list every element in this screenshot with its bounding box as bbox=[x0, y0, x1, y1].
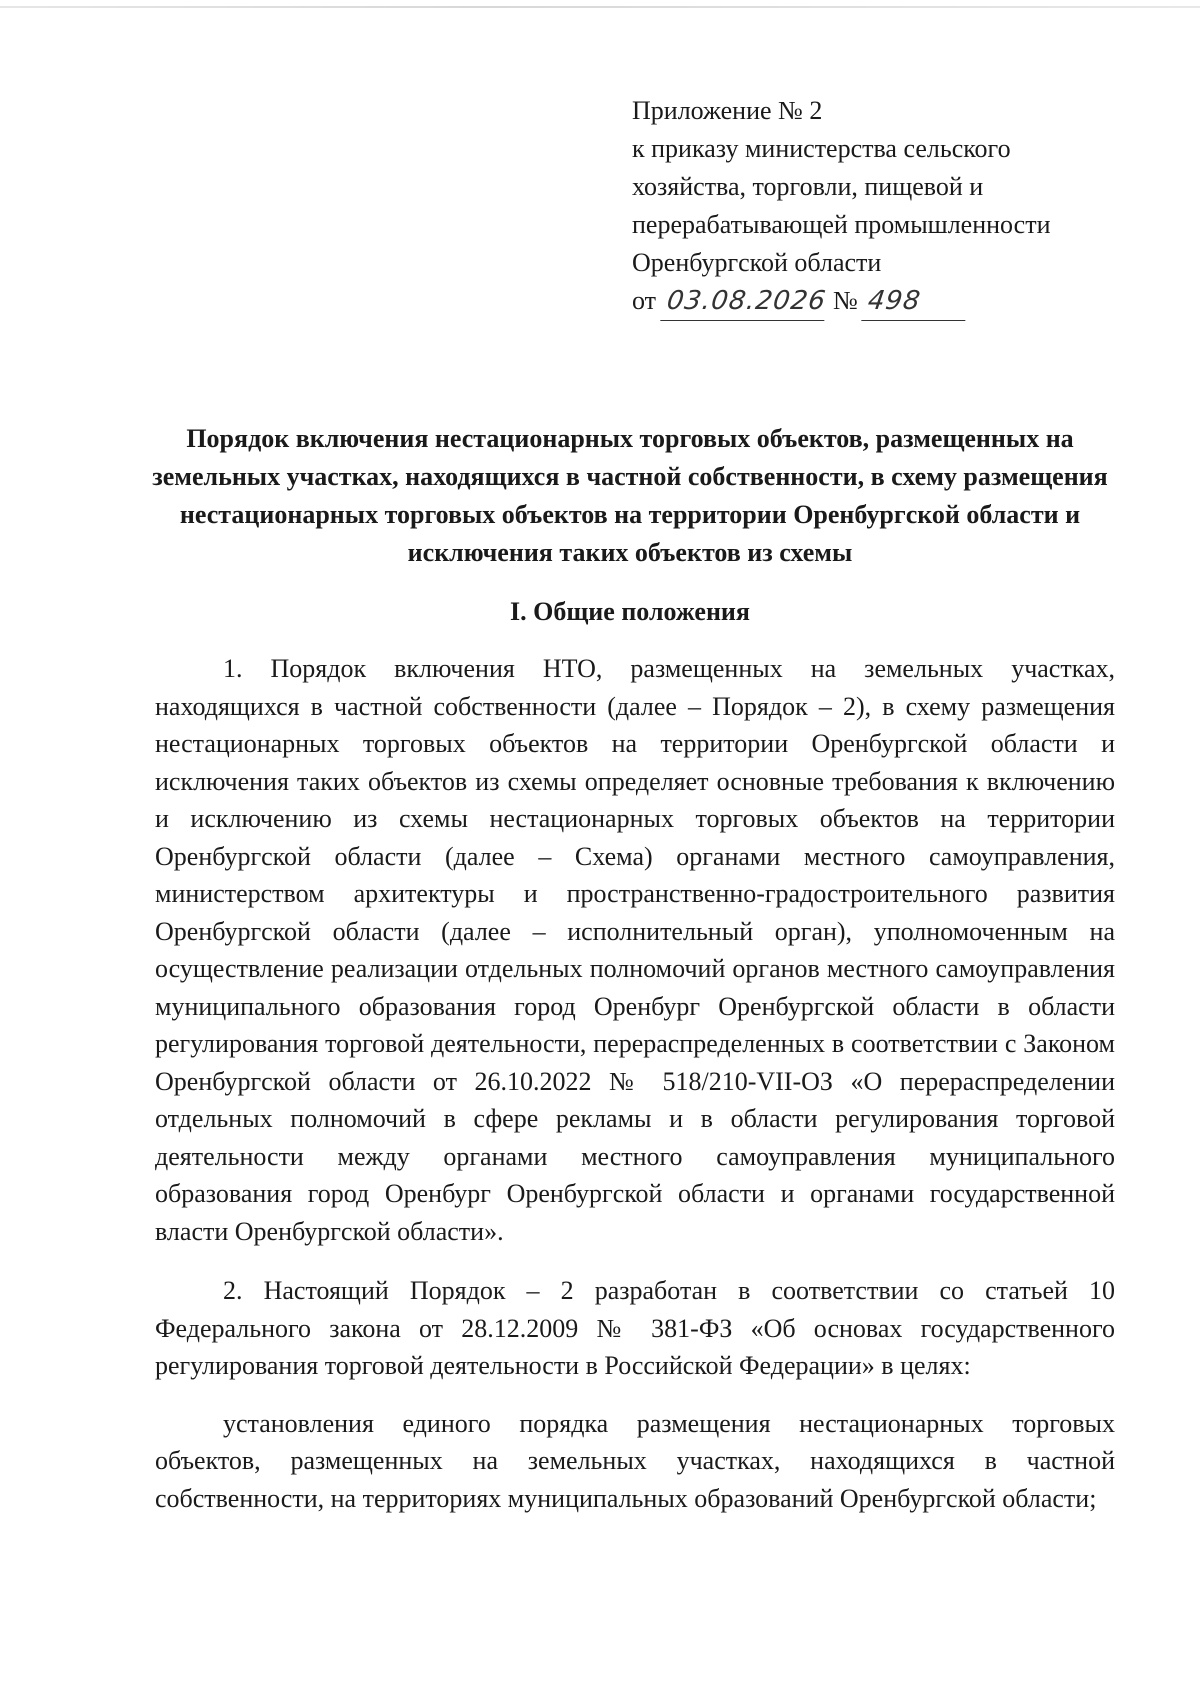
appendix-line-1: Приложение № 2 bbox=[632, 96, 823, 125]
appendix-line-5: Оренбургской области bbox=[632, 248, 882, 277]
appendix-line-2: к приказу министерства сельского bbox=[632, 134, 1011, 163]
from-label: от bbox=[632, 286, 657, 315]
number-label: № bbox=[833, 286, 858, 315]
appendix-header bbox=[632, 92, 1152, 321]
handwritten-number: 498 bbox=[862, 282, 971, 321]
document-title: Порядок включения нестационарных торговых объектов, размещенных на земельных участках, находящихся в частной собственности, в схему размещения нестационарных торговых объектов на территории Оренбургской области и исключения таких объектов из схемы bbox=[152, 424, 1108, 567]
appendix-line-4: перерабатывающей промышленности bbox=[632, 210, 1051, 239]
handwritten-date: 03.08.2026 bbox=[660, 282, 829, 321]
scan-page-edge bbox=[0, 6, 1200, 8]
paragraph-1: 1. Порядок включения НТО, размещенных на земельных участках, находящихся в частной собственности (далее – Порядок – 2), в схему размещения нестационарных торговых объектов на территории Оренбургской области и исключения таких объектов из схемы определяет основные требования к включению и исключению из схемы нестационарных торговых объектов на территории Оренбургской области (далее – Схема) органами местного самоуправления, министерством архитектуры и пространственно-градостроительного развития Оренбургской области (далее – исполнительный орган), уполномоченным на осуществление реализации отдельных полномочий органов местного самоуправления муниципального образования город Оренбург Оренбургской области в области регулирования торговой деятельности, перераспределенных в соответствии с Законом Оренбургской области от 26.10.2022 № 518/210-VII-ОЗ «О перераспределении отдельных полномочий в сфере рекламы и в области регулирования торговой деятельности между органами местного самоуправления муниципального образования город Оренбург Оренбургской области и органами государственной власти Оренбургской области». bbox=[155, 654, 1115, 1246]
appendix-line-3: хозяйства, торговли, пищевой и bbox=[632, 172, 984, 201]
document-body bbox=[155, 650, 1115, 1517]
paragraph-3: установления единого порядка размещения нестационарных торговых объектов, размещенных на земельных участках, находящихся в частной собственности, на территориях муниципальных образований Оренбургской области; bbox=[155, 1408, 1115, 1513]
section-heading: I. Общие положения bbox=[510, 597, 750, 626]
order-date-number-line bbox=[632, 282, 1152, 321]
paragraph-2: 2. Настоящий Порядок – 2 разработан в соответствии со статьей 10 Федерального закона от 28.12.2009 № 381-ФЗ «Об основах государственного регулирования торговой деятельности в Российской Федерации» в целях: bbox=[155, 1276, 1115, 1380]
